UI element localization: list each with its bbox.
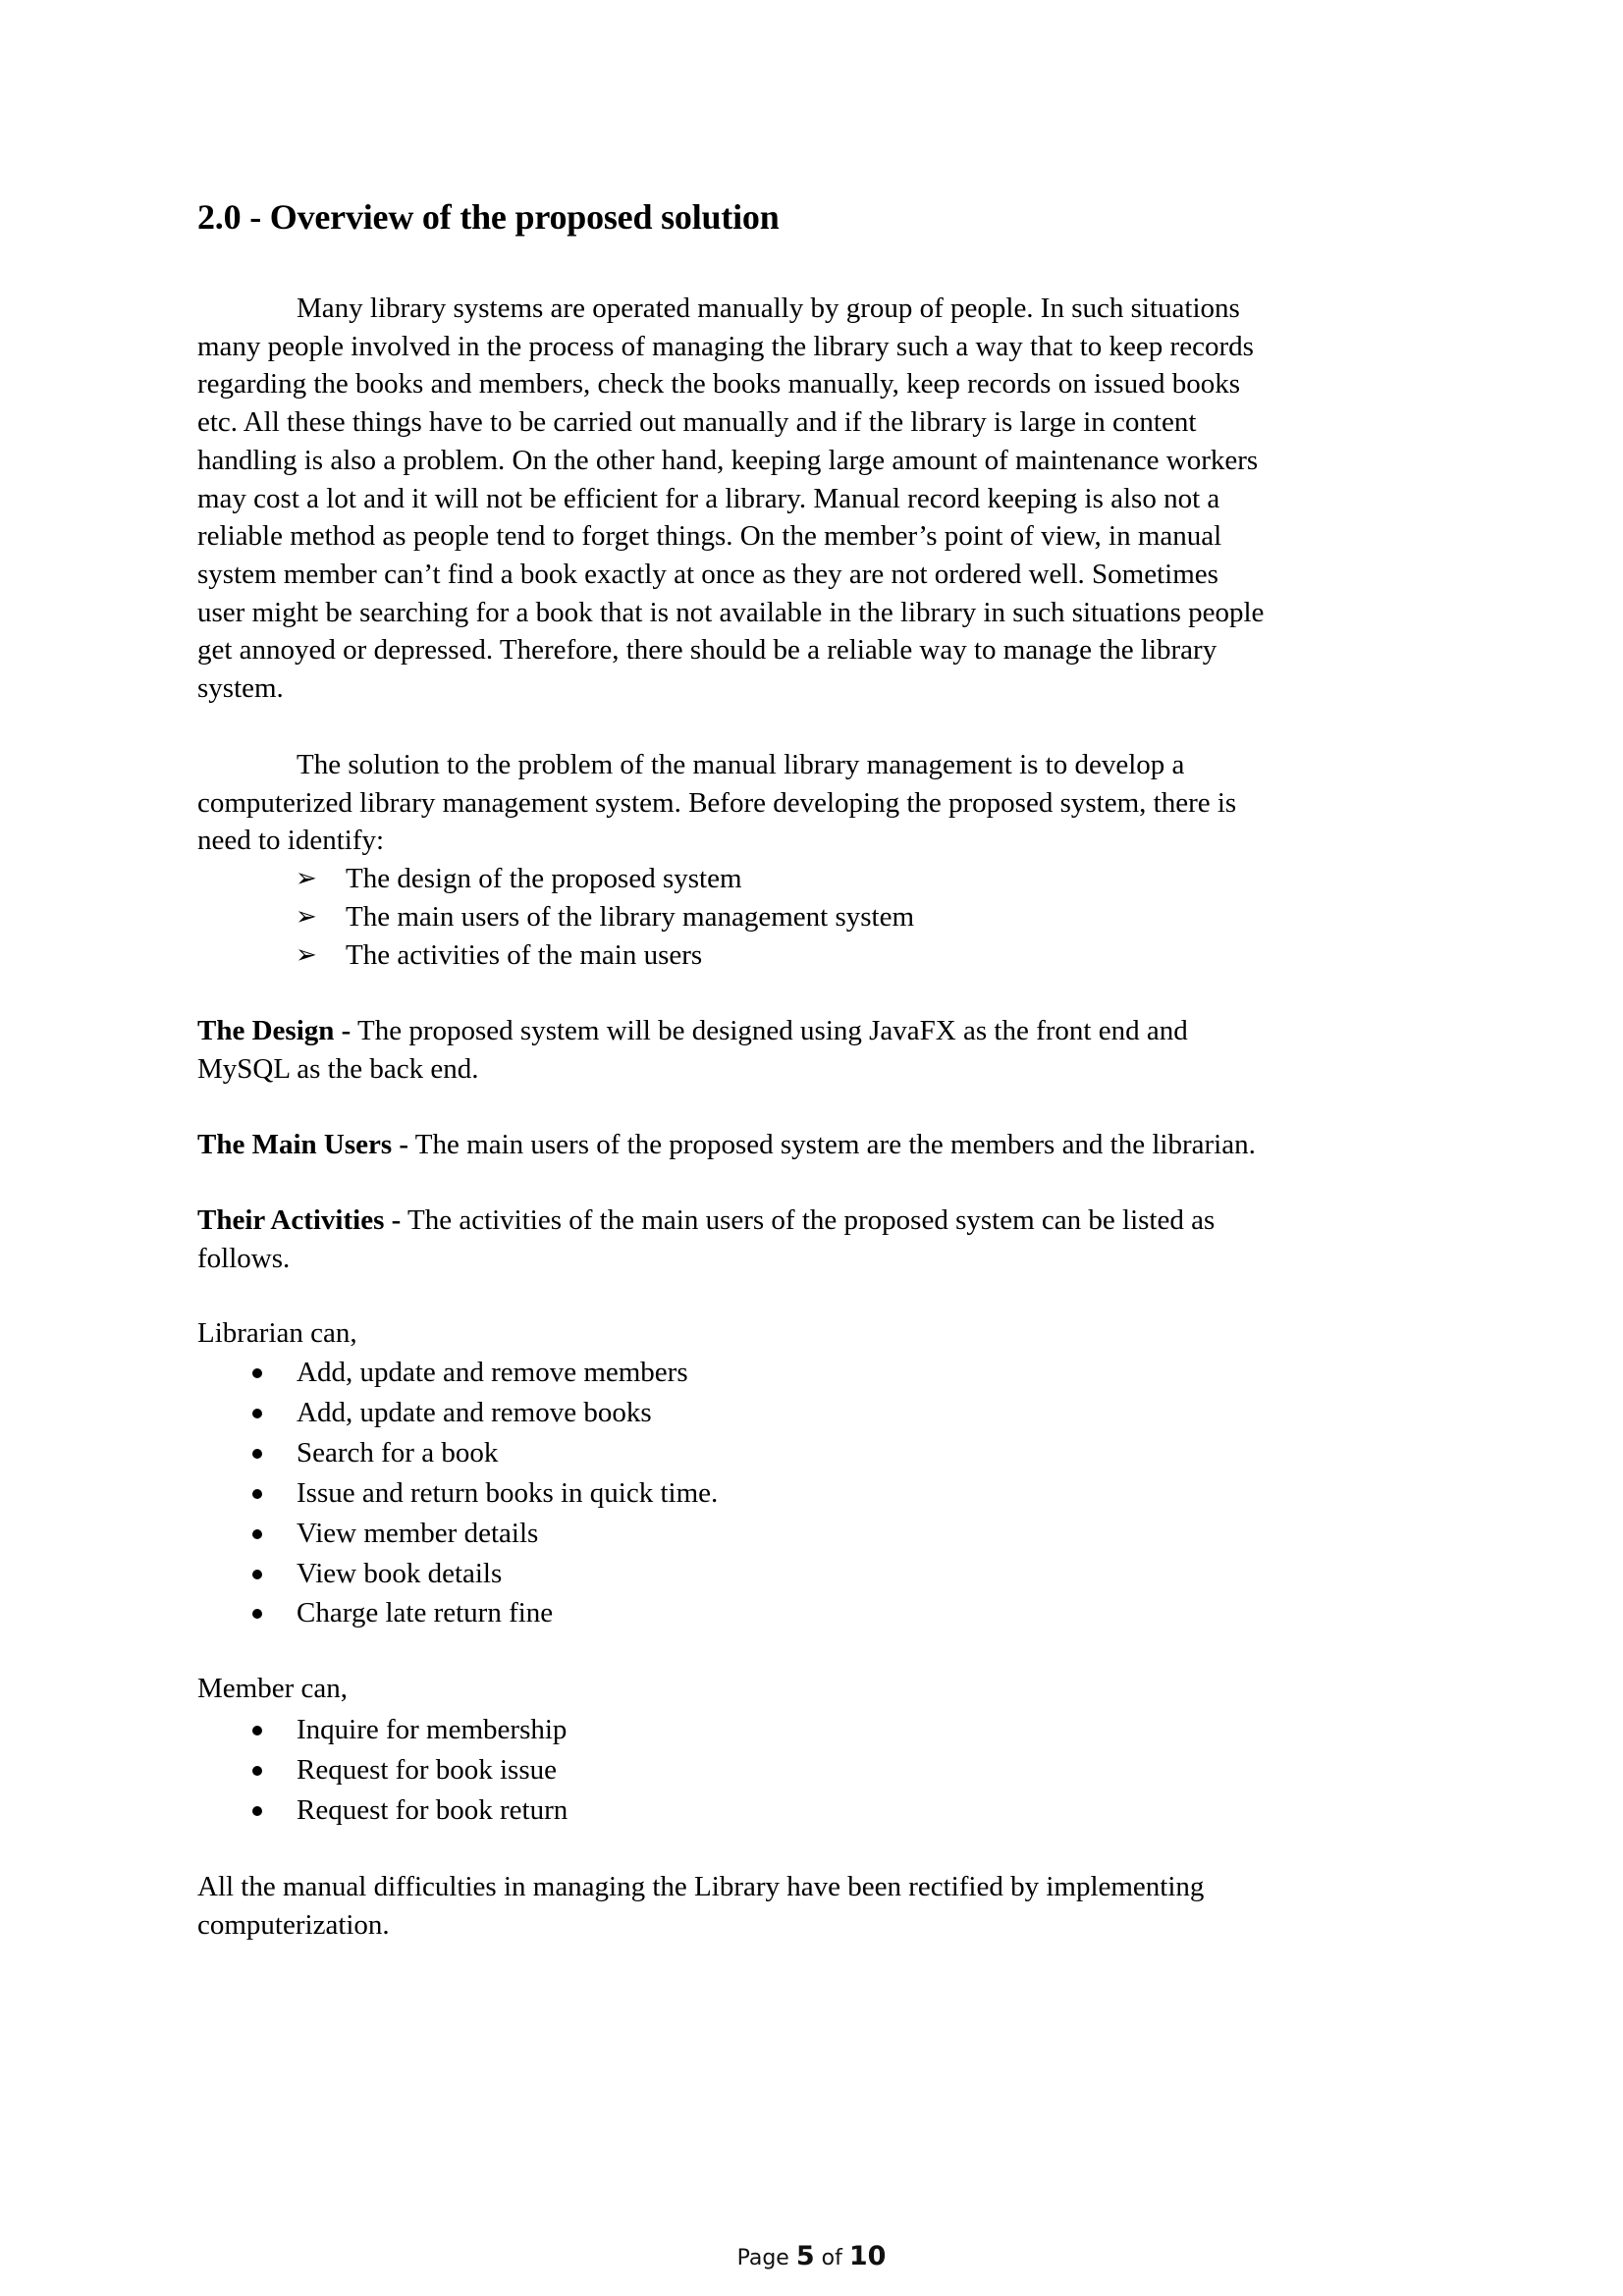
list-item: Inquire for membership	[197, 1710, 568, 1750]
paragraph-line: The solution to the problem of the manual library management is to develop a	[297, 749, 1185, 780]
member-intro: Member can,	[197, 1673, 348, 1704]
list-item: Request for book return	[197, 1790, 568, 1831]
activities-label: Their Activities -	[197, 1204, 402, 1236]
list-item: View book details	[197, 1554, 718, 1594]
main-users-label: The Main Users -	[197, 1129, 409, 1160]
list-item: ➢ The main users of the library management system	[197, 898, 914, 936]
activities-paragraph: Their Activities - The activities of the main users of the proposed system can be listed as follows.	[197, 1204, 1216, 1274]
section-heading: 2.0 - Overview of the proposed solution	[197, 197, 780, 237]
librarian-intro: Librarian can,	[197, 1317, 357, 1349]
list-item: Issue and return books in quick time.	[197, 1473, 718, 1514]
paragraph-line: regarding the books and members, check the books manually, keep records on issued books	[197, 368, 1240, 400]
list-item: Request for book issue	[197, 1750, 568, 1790]
list-item: Add, update and remove books	[197, 1393, 718, 1433]
conclusion-paragraph: All the manual difficulties in managing the Library have been rectified by implementing computerization.	[197, 1871, 1205, 1941]
page-footer	[0, 2241, 1623, 2271]
main-users-paragraph: The Main Users - The main users of the proposed system are the members and the librarian.	[197, 1129, 1256, 1160]
paragraph-line: computerized library management system. Before developing the proposed system, there is	[197, 786, 1237, 819]
total-pages-number: 10	[848, 2241, 887, 2271]
paragraph-line: get annoyed or depressed. Therefore, there should be a reliable way to manage the library	[197, 634, 1217, 667]
paragraph-line: system.	[197, 672, 284, 705]
member-list	[197, 1710, 568, 1831]
paragraph-line: need to identify:	[197, 825, 385, 857]
design-label: The Design -	[197, 1015, 352, 1046]
bullet-icon	[252, 1368, 262, 1378]
bullet-icon	[252, 1609, 262, 1619]
bullet-icon	[252, 1806, 262, 1816]
paragraph-line: many people involved in the process of managing the library such a way that to keep records	[197, 330, 1254, 362]
list-item: ➢ The activities of the main users	[197, 936, 914, 975]
paragraph-line: may cost a lot and it will not be efficient for a library. Manual record keeping is also not a	[197, 482, 1220, 514]
paragraph-line: reliable method as people tend to forget things. On the member’s point of view, in manual	[197, 520, 1222, 553]
current-page-number: 5	[795, 2241, 815, 2271]
bullet-icon	[252, 1726, 262, 1735]
paragraph-line: Many library systems are operated manually by group of people. In such situations	[297, 293, 1240, 324]
bullet-icon	[252, 1449, 262, 1459]
bullet-icon	[252, 1529, 262, 1539]
design-paragraph: The Design - The proposed system will be designed using JavaFX as the front end and MySQL as the back end.	[197, 1015, 1188, 1085]
paragraph-line: system member can’t find a book exactly at once as they are not ordered well. Sometimes	[197, 558, 1218, 590]
bullet-icon	[252, 1766, 262, 1776]
arrow-bullet-icon: ➢	[296, 864, 317, 892]
of-label: of	[821, 2246, 842, 2270]
bullet-icon	[252, 1489, 262, 1499]
librarian-list	[197, 1353, 718, 1633]
list-item: Add, update and remove members	[197, 1353, 718, 1393]
identify-list	[197, 860, 914, 975]
paragraph-solution	[197, 746, 1434, 860]
bullet-icon	[252, 1409, 262, 1418]
list-item: Charge late return fine	[197, 1593, 718, 1633]
paragraph-line: user might be searching for a book that is not available in the library in such situations people	[197, 596, 1265, 628]
bullet-icon	[252, 1570, 262, 1579]
list-item: Search for a book	[197, 1433, 718, 1473]
list-item: View member details	[197, 1514, 718, 1554]
list-item: ➢ The design of the proposed system	[197, 860, 914, 898]
paragraph-line: etc. All these things have to be carried out manually and if the library is large in content	[197, 406, 1197, 439]
page-label: Page	[736, 2246, 789, 2270]
paragraph-line: handling is also a problem. On the other hand, keeping large amount of maintenance workers	[197, 444, 1259, 476]
arrow-bullet-icon: ➢	[296, 901, 317, 931]
arrow-bullet-icon: ➢	[296, 939, 317, 969]
paragraph-problem	[197, 290, 1434, 708]
